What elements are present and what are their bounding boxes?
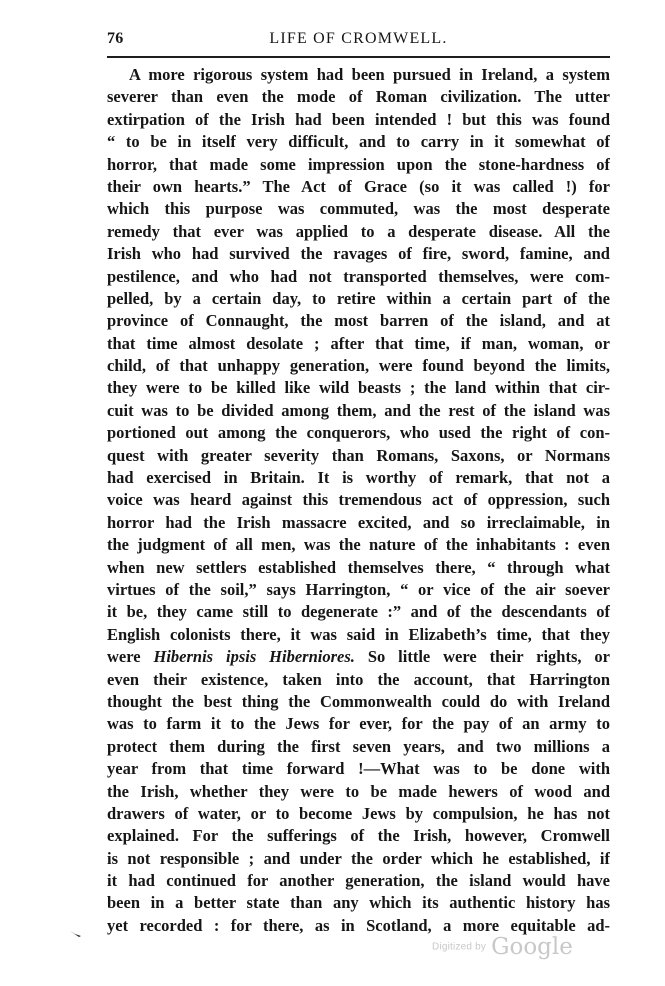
text-line: severer than even the mode of Roman civilization. The utter: [107, 87, 610, 107]
text-line: virtues of the soil,” says Harrington, “ or vice of the air soever: [107, 579, 610, 599]
text-run: So little were their rights, or: [354, 647, 610, 667]
text-line: which this purpose was commuted, was the most desperate: [107, 199, 610, 219]
italic-phrase: Hibernis ipsis Hiberniores.: [153, 647, 355, 667]
text-line: “ to be in itself very difficult, and to carry in it somewhat of: [107, 132, 610, 152]
text-line: horror had the Irish massacre excited, and so irreclaimable, in: [107, 512, 610, 532]
text-line: when new settlers established themselves there, “ through what: [107, 557, 610, 577]
text-line: it had continued for another generation, the island would have: [107, 871, 610, 891]
scan-mark-icon: [70, 930, 83, 938]
text-line: was to farm it to the Jews for ever, for the pay of an army to: [107, 714, 610, 734]
running-head: [107, 27, 610, 51]
running-title: LIFE OF CROMWELL.: [269, 30, 448, 47]
text-line: quest with greater severity than Romans, Saxons, or Normans: [107, 445, 610, 465]
text-line: English colonists there, it was said in Elizabeth’s time, that they: [107, 624, 610, 644]
text-line: A more rigorous system had been pursued in Ireland, a system: [129, 65, 610, 84]
text-line: voice was heard against this tremendous act of oppression, such: [107, 490, 610, 510]
header-rule: [107, 56, 610, 58]
text-line: pestilence, and who had not transported themselves, were com-: [107, 266, 610, 286]
text-line: year from that time forward !—What was to be done with: [107, 759, 610, 779]
page-number: 76: [107, 30, 124, 47]
text-line: Irish who had survived the ravages of fire, sword, famine, and: [107, 244, 610, 264]
text-line: child, of that unhappy generation, were found beyond the limits,: [107, 356, 610, 376]
text-line: been in a better state than any which its authentic history has: [107, 893, 610, 913]
text-line: horror, that made some impression upon the stone-hardness of: [107, 154, 610, 174]
text-line-with-italic: [107, 646, 610, 668]
text-line: yet recorded : for there, as in Scotland, a more equitable ad-: [107, 915, 610, 935]
text-run: were: [107, 647, 154, 667]
text-line: explained. For the sufferings of the Irish, however, Cromwell: [107, 826, 610, 846]
text-line: the Irish, whether they were to be made hewers of wood and: [107, 781, 610, 801]
text-line: pelled, by a certain day, to retire within a certain part of the: [107, 288, 610, 308]
body-paragraph: [107, 64, 610, 937]
text-line: province of Connaught, the most barren of the island, and at: [107, 311, 610, 331]
text-line: the judgment of all men, was the nature of the inhabitants : even: [107, 535, 610, 555]
text-line: their own hearts.” The Act of Grace (so it was called !) for: [107, 176, 610, 196]
text-line: protect them during the first seven years, and two millions a: [107, 736, 610, 756]
text-line: remedy that ever was applied to a desperate disease. All the: [107, 221, 610, 241]
text-line: that time almost desolate ; after that time, if man, woman, or: [107, 333, 610, 353]
text-line: had exercised in Britain. It is worthy of remark, that not a: [107, 468, 610, 488]
text-line: extirpation of the Irish had been intended ! but this was found: [107, 109, 610, 129]
text-line: it be, they came still to degenerate :” and of the descendants of: [107, 602, 610, 622]
text-line: they were to be killed like wild beasts ; the land within that cir-: [107, 378, 610, 398]
text-line: is not responsible ; and under the order which he established, if: [107, 848, 610, 868]
text-line: drawers of water, or to become Jews by compulsion, he has not: [107, 803, 610, 823]
text-line: cuit was to be divided among them, and the rest of the island was: [107, 400, 610, 420]
digitized-watermark: [432, 934, 573, 964]
text-line: portioned out among the conquerors, who used the right of con-: [107, 423, 610, 443]
text-line: thought the best thing the Commonwealth could do with Ireland: [107, 691, 610, 711]
text-line: even their existence, taken into the account, that Harrington: [107, 669, 610, 689]
watermark-prefix: Digitized by: [432, 941, 487, 953]
watermark-brand-logo: Google: [491, 934, 573, 960]
